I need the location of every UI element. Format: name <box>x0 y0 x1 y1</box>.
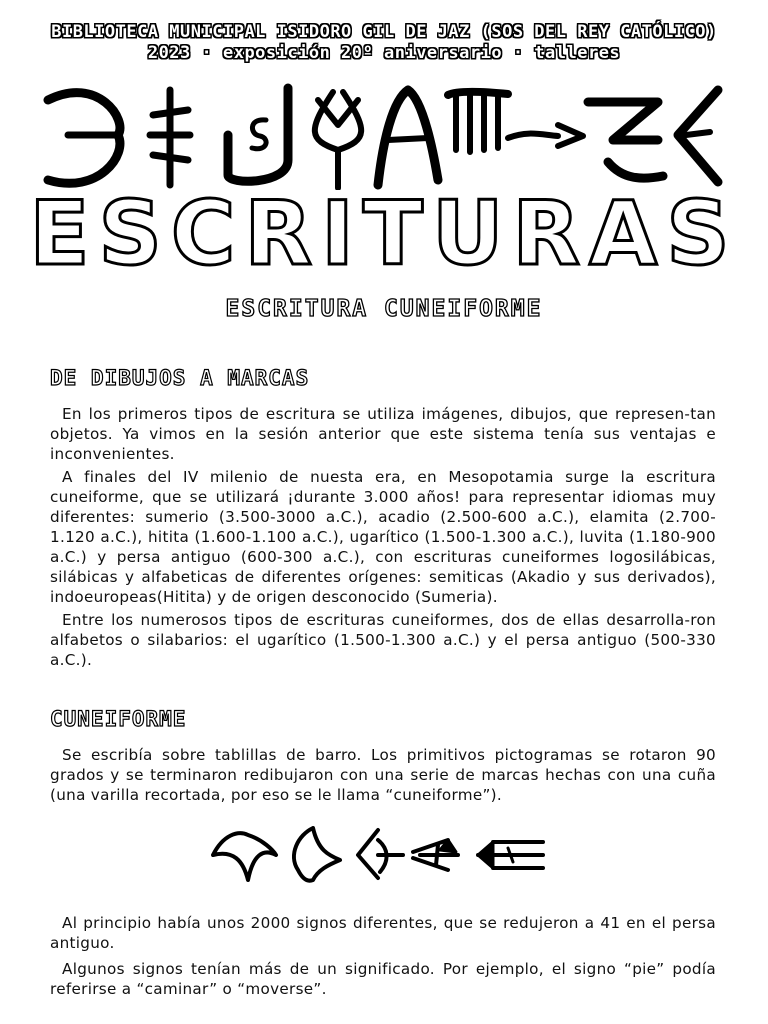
foot-sign-evolution-icon <box>208 820 548 890</box>
section-heading-cuneiforme: CUNEIFORME <box>50 707 187 731</box>
paragraph: Al principio había unos 2000 signos diferentes, que se redujeron a 41 en el persa antiguo. <box>50 914 716 952</box>
page-subtitle: ESCRITURA CUNEIFORME <box>225 296 543 322</box>
paragraph: En los primeros tipos de escritura se utiliza imágenes, dibujos, que represen-tan objetos. Ya vimos en la sesión anterior que este sistema tenía sus ventajas e inconvenientes. <box>50 405 716 463</box>
paragraph: Entre los numerosos tipos de escrituras cuneiformes, dos de ellas desarrolla-ron alfabetos o silabarios: el ugarítico (1.500-1.300 a.C.) y el persa antiguo (500-330 a.C.). <box>50 611 716 669</box>
section-heading-dibujos: DE DIBUJOS A MARCAS <box>50 366 310 390</box>
paragraph: Algunos signos tenían más de un significado. Por ejemplo, el signo “pie” podía referirse a “caminar” o “moverse”. <box>50 960 716 998</box>
header-line-event: 2023 · exposición 20º aniversario · talleres <box>147 43 621 63</box>
paragraph: A finales del IV milenio de nuesta era, en Mesopotamia surge la escritura cuneiforme, que se utilizará ¡durante 3.000 años! para representar idiomas muy diferentes: sumerio (3.500-3000 a.C.), acadio (2.500-600 a.C.), elamita (2.700-1.120 a.C.), hitita (1.600-1.100 a.C.), ugarítico (1.500-1.300 a.C.), luvita (1.180-900 a.C.) y persa antiguo (600-300 a.C.), con escrituras cuneiformes logosilábicas, silábicas y alfabeticas de diferentes orígenes: semiticas (Akadio y sus derivados), indoeuropeas(Hitita) y de origen desconocido (Sumeria). <box>50 468 716 606</box>
header-line-library: BIBLIOTECA MUNICIPAL ISIDORO GIL DE JAZ (SOS DEL REY CATÓLICO) <box>51 22 717 42</box>
paragraph: Se escribía sobre tablillas de barro. Los primitivos pictogramas se rotaron 90 grados y se terminaron redibujaron con una serie de marcas hechas con una cuña (una varilla recortada, por eso se le llama “cuneiforme”). <box>50 746 716 804</box>
ancient-script-glyphs-banner-icon <box>38 80 728 190</box>
page-title: ESCRITURAS <box>29 182 739 285</box>
